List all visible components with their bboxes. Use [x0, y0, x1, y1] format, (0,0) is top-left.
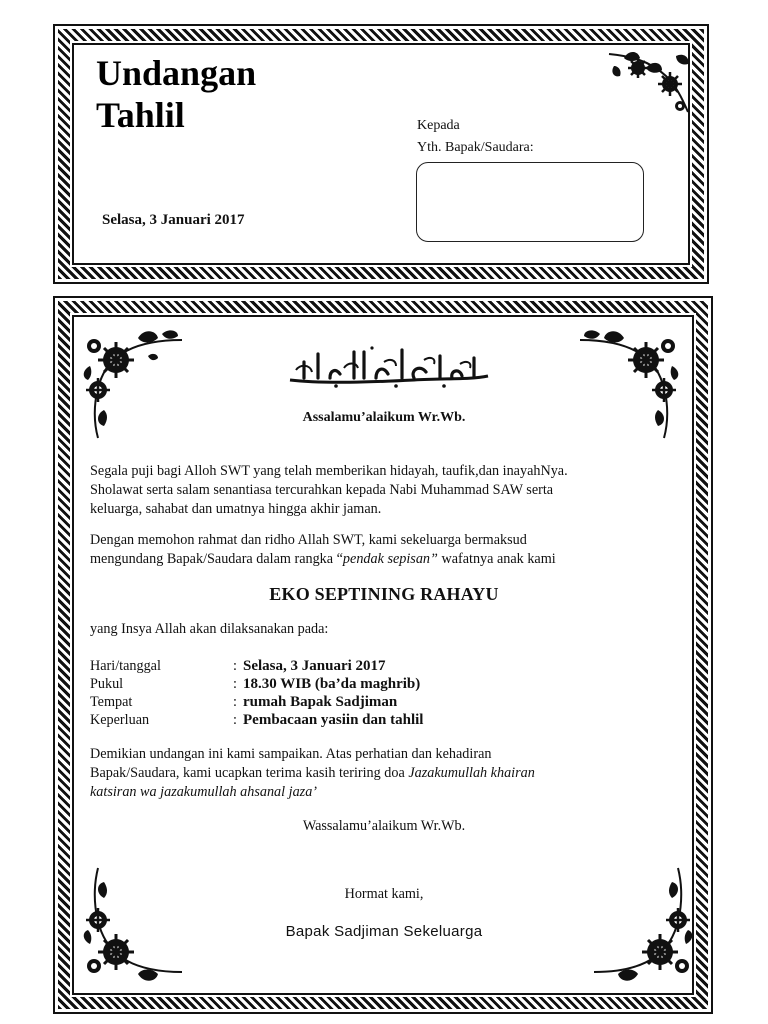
deceased-name: EKO SEPTINING RAHAYU — [269, 584, 499, 604]
text-line: Demikian undangan ini kami sampaikan. Atas perhatian dan kehadiran — [90, 746, 492, 762]
paragraph-invitation — [90, 531, 690, 569]
to-recipient: Yth. Bapak/Saudara: — [417, 140, 534, 155]
title-line-2: Tahlil — [96, 95, 185, 135]
detail-colon: : — [233, 712, 237, 728]
text-line: Segala puji bagi Alloh SWT yang telah memberikan hidayah, taufik,dan inayahNya. — [90, 463, 568, 479]
detail-value: rumah Bapak Sadjiman — [243, 694, 398, 710]
detail-colon: : — [233, 694, 237, 710]
address-box[interactable] — [416, 162, 644, 242]
floral-corner-icon — [604, 46, 694, 116]
signature-name: Bapak Sadjiman Sekeluarga — [285, 923, 483, 940]
text-span: Bapak/Saudara, kami ucapkan terima kasih teriring doa — [90, 765, 409, 781]
text-line: Dengan memohon rahmat dan ridho Allah SWT, kami sekeluarga bermaksud — [90, 532, 527, 548]
text-line: Sholawat serta salam senantiasa tercurahkan kepada Nabi Muhammad SAW serta — [90, 482, 554, 498]
title-line-1: Undangan — [96, 53, 257, 93]
text-line: keluarga, sahabat dan umatnya hingga akhir jaman. — [90, 501, 382, 517]
closing-greeting: Wassalamu’alaikum Wr.Wb. — [302, 818, 466, 834]
schedule-intro: yang Insya Allah akan dilaksanakan pada: — [90, 621, 329, 637]
basmala-calligraphy-icon — [284, 340, 494, 390]
recipient-block — [417, 115, 534, 159]
text-line — [90, 550, 690, 569]
text-span: mengundang Bapak/Saudara dalam rangka “ — [90, 551, 343, 567]
prayer-text: Jazakumullah khairan — [408, 765, 535, 781]
prayer-text: katsiran wa jazakumullah ahsanal jaza’ — [90, 784, 318, 800]
detail-colon: : — [233, 658, 237, 674]
detail-label: Keperluan — [90, 712, 150, 728]
to-label: Kepada — [417, 118, 460, 133]
text-line — [90, 764, 690, 783]
detail-label: Tempat — [90, 694, 133, 710]
detail-label: Pukul — [90, 676, 124, 692]
detail-value: Pembacaan yasiin dan tahlil — [243, 712, 424, 728]
opening-greeting: Assalamu’alaikum Wr.Wb. — [302, 410, 466, 425]
detail-value: Selasa, 3 Januari 2017 — [243, 658, 386, 674]
text-span: wafatnya anak kami — [437, 551, 556, 567]
regards-label: Hormat kami, — [344, 886, 424, 902]
paragraph-closing — [90, 745, 690, 802]
detail-label: Hari/tanggal — [90, 658, 161, 674]
envelope-title — [96, 52, 256, 136]
event-name: pendak sepisan” — [342, 551, 438, 567]
paragraph-praise — [90, 462, 690, 519]
detail-colon: : — [233, 676, 237, 692]
detail-value: 18.30 WIB (ba’da maghrib) — [243, 676, 421, 692]
envelope-date: Selasa, 3 Januari 2017 — [102, 212, 245, 228]
